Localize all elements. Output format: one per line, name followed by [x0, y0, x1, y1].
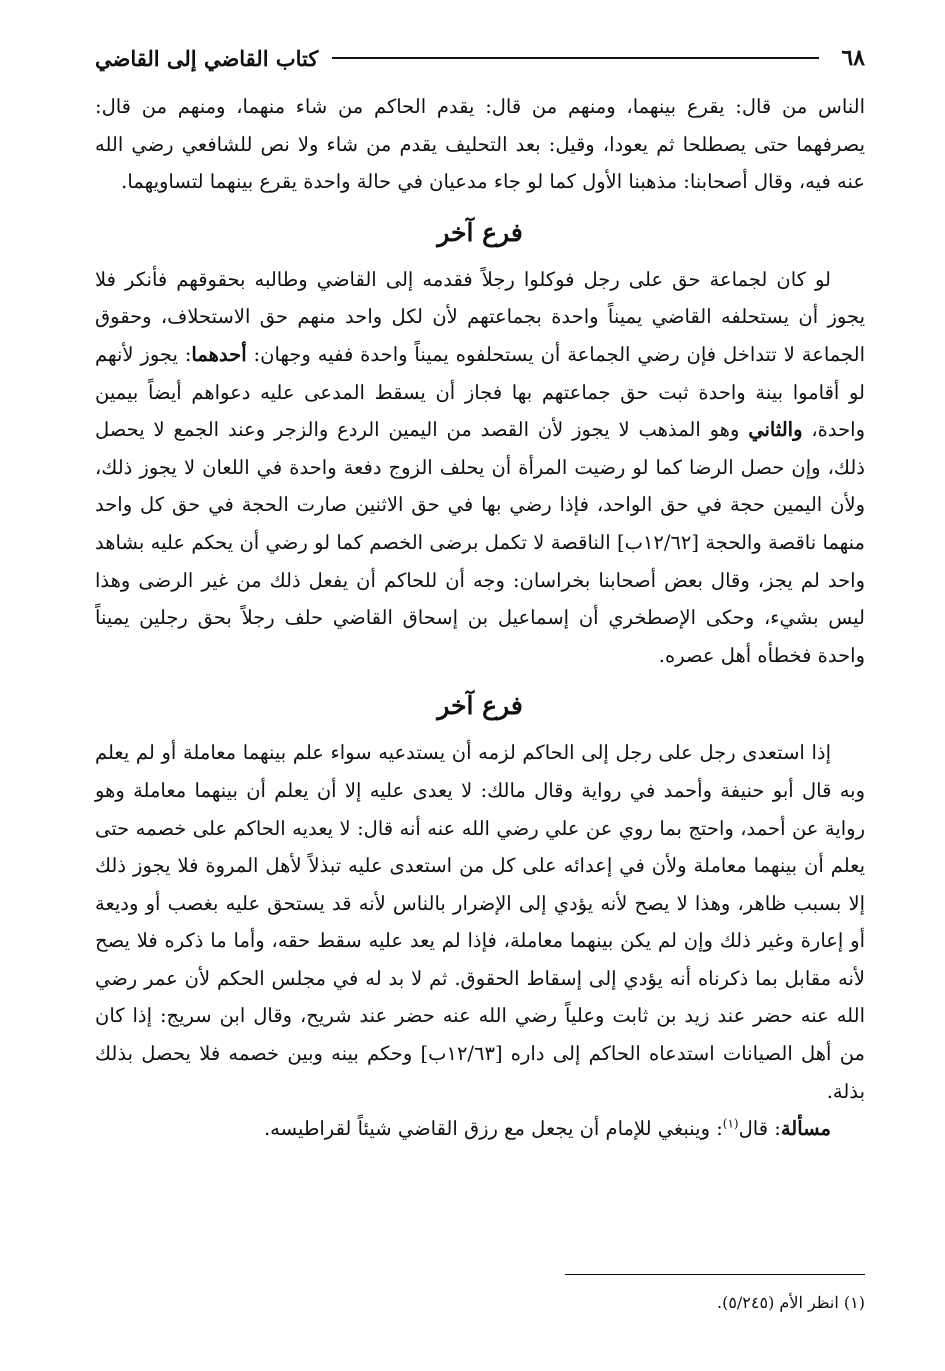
paragraph-issue [95, 1110, 865, 1148]
text-run: : وينبغي للإمام أن يجعل مع رزق القاضي شيئاً لقراطيسه. [263, 1117, 723, 1141]
text-run: لو كان لجماعة حق على رجل فوكلوا رجلاً فقدمه إلى القاضي وطالبه بحقوقهم فأنكر فلا يجوز أن يستحلفه القاضي يميناً واحدة بجماعتهم لأن لكل واحد منهم حق الاستحلاف، وحقوق الجماعة لا تتداخل فإن رضي الجماعة أن يستحلفوه يميناً واحدة ففيه وجهان: [95, 267, 865, 366]
footnote-rule [565, 1274, 865, 1275]
section-heading-1: فرع آخر [437, 217, 523, 247]
bold-term-first: أحدهما [191, 342, 247, 366]
paragraph-branch-2: إذا استعدى رجل على رجل إلى الحاكم لزمه أن يستدعيه سواء علم بينهما معاملة أو لم يعلم وبه قال أبو حنيفة وأحمد في رواية وقال مالك: لا يعدى عليه إلا أن يعلم أن بينهما معاملة وهو رواية عن أحمد، واحتج بما روي عن علي رضي الله عنه أنه قال: لا يعديه الحاكم على خصمه حتى يعلم أن بينهما معاملة ولأن في إعدائه على كل من استعدى عليه تبذلاً لأهل المروة فلا يجوز ذلك إلا بسبب ظاهر، وهذا لا يصح لأنه يؤدي إلى الإضرار بالناس لأنه قد يستحق عليه بغصب أو وديعة أو إعارة وغير ذلك وإن لم يكن بينهما معاملة، فإذا لم يعد عليه سقط حقه، وأما ما ذكره فلا يصح لأنه مقابل بما ذكرناه أنه يؤدي إلى إسقاط الحقوق. ثم لا بد له في مجلس الحكم لأن عمر رضي الله عنه حضر عند زيد بن ثابت وعلياً رضي الله عنه حضر عند شريح، وقال ابن سريج: إذا كان من أهل الصيانات استدعاه الحاكم إلى داره [١٢/٦٣ب] وحكم بينه وبين خصمه فلا يحصل بذلك بذلة. [95, 741, 865, 1103]
text-run: : قال [738, 1117, 781, 1141]
page-header [95, 40, 865, 76]
footnote: (١) انظر الأم (٥/٢٤٥). [716, 1293, 865, 1312]
bold-term-second: والثاني [748, 418, 803, 442]
text-run: : يجوز لأنهم لو أقاموا بينة واحدة ثبت حق جماعتهم بها فجاز أن يسقط المدعى عليه دعواهم أيضاً بيمين واحدة، [95, 342, 865, 442]
header-rule [332, 57, 819, 59]
page-number: ٦٨ [841, 45, 865, 71]
bold-term-issue: مسألة [780, 1117, 831, 1141]
running-title: كتاب القاضي إلى القاضي [95, 45, 319, 71]
page-body [95, 88, 865, 1148]
footnote-reference[interactable]: (١) [722, 1116, 739, 1131]
text-run: وهو المذهب لا يجوز لأن القصد من اليمين الردع والزجر وعند الجمع لا يحصل ذلك، وإن حصل الرضا كما لو رضيت المرأة أن يحلف الزوج دفعة واحدة في اللعان لا يجوز ذلك، ولأن اليمين حجة في حق الواحد، فإذا رضي بها في حق الاثنين صارت الحجة في حق كل واحد منهما ناقصة والحجة [١٢/٦٢ب] الناقصة لا تكمل برضى الخصم كما لو رضي أن يحكم عليه بشاهد واحد لم يجز، وقال بعض أصحابنا بخراسان: وجه أن للحاكم أن يفعل ذلك من غير الرضى وهذا ليس بشيء، وحكى الإصطخري أن إسماعيل بن إسحاق القاضي حلف رجلاً بحق رجلين يميناً واحدة فخطأه أهل عصره. [95, 418, 865, 667]
paragraph-branch-1 [95, 261, 865, 675]
section-heading-2: فرع آخر [437, 691, 523, 721]
paragraph-continuation: الناس من قال: يقرع بينهما، ومنهم من قال: يقدم الحاكم من شاء منهما، ومنهم من قال: يصرفهما حتى يصطلحا ثم يعودا، وقيل: بعد التحليف يقدم من شاء ولا نص للشافعي رضي الله عنه فيه، وقال أصحابنا: مذهبنا الأول كما لو جاء مدعيان في حالة واحدة يقرع بينهما لتساويهما. [95, 95, 865, 194]
